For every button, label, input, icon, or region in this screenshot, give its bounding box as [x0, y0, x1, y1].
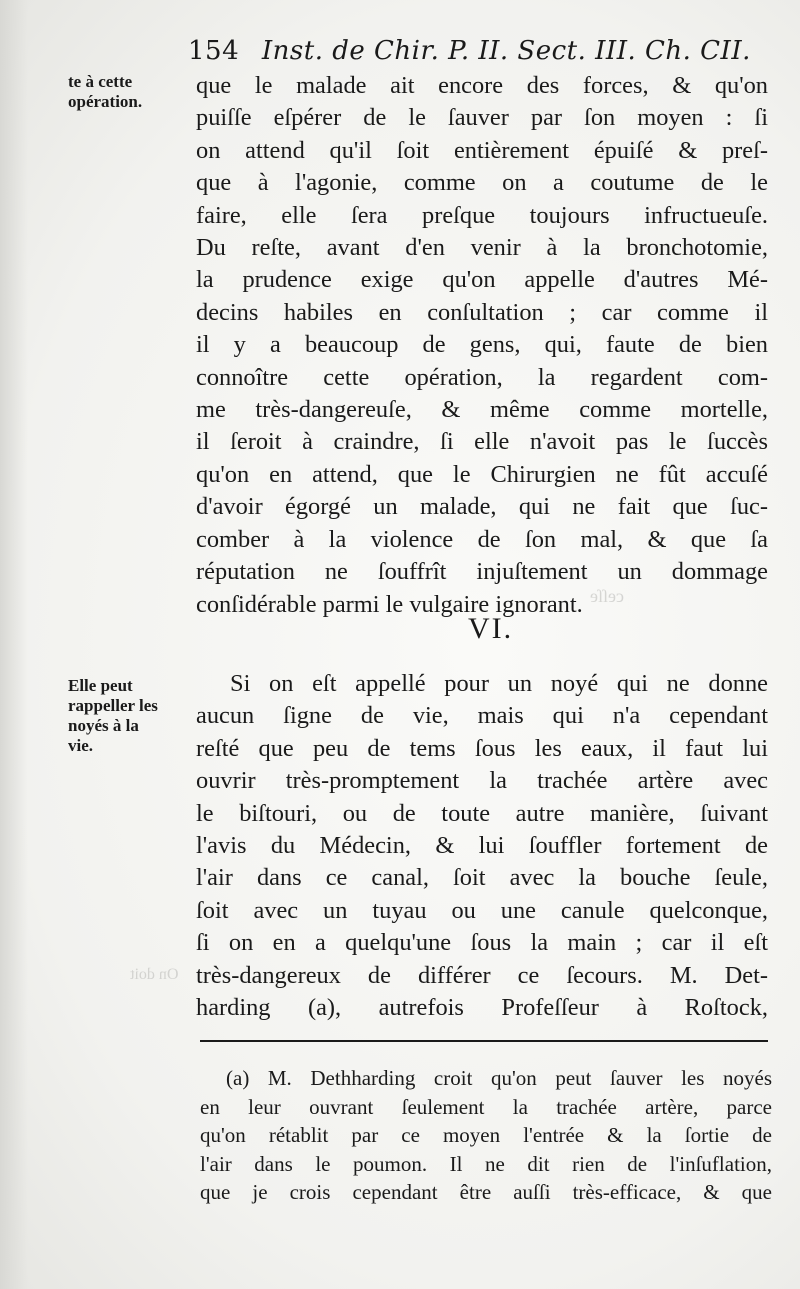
text-line: faire, elle ſera preſque toujours infructueuſe.	[196, 201, 768, 229]
text-line: d'avoir égorgé un malade, qui ne fait que ſuc-	[196, 493, 768, 521]
text-line: qu'on en attend, que le Chirurgien ne fût accuſé	[196, 460, 768, 488]
margin-note-operation	[68, 72, 196, 112]
gutter-shadow	[0, 0, 28, 1289]
show-through-text: ceſſe	[590, 586, 624, 606]
text-line: ouvrir très-promptement la trachée artère avec	[196, 767, 768, 795]
margin-note-line: Elle peut	[68, 676, 133, 695]
text-line: l'avis du Médecin, & lui ſouffler fortement de	[196, 832, 768, 860]
text-line: le biſtouri, ou de toute autre manière, ſuivant	[196, 799, 768, 827]
paragraph-drowned	[196, 668, 768, 1024]
margin-note-drowned	[68, 676, 196, 756]
footnote	[200, 1064, 772, 1207]
text-line: très-dangereux de différer ce ſecours. M. Det-	[196, 961, 768, 989]
text-line: reſté que peu de tems ſous les eaux, il faut lui	[196, 734, 768, 762]
text-line: la prudence exige qu'on appelle d'autres Mé-	[196, 266, 768, 294]
footnote-line: l'air dans le poumon. Il ne dit rien de l'inſuflation,	[200, 1151, 772, 1176]
text-line: comber à la violence de ſon mal, & que ſa	[196, 525, 768, 553]
text-line: ſi on en a quelqu'une ſous la main ; car il eſt	[196, 929, 768, 957]
text-line: il y a beaucoup de gens, qui, faute de bien	[196, 331, 768, 359]
text-line: que à l'agonie, comme on a coutume de le	[196, 169, 768, 197]
text-line: Si on eſt appellé pour un noyé qui ne donne	[230, 670, 768, 697]
footnote-line: en leur ouvrant ſeulement la trachée artère, parce	[200, 1094, 772, 1119]
text-line: puiſſe eſpérer de le ſauver par ſon moyen : ſi	[196, 104, 768, 132]
text-line: réputation ne ſouffrît injuſtement un dommage	[196, 558, 768, 586]
footnote-line: que je crois cependant être auſſi très-efficace, & que	[200, 1180, 772, 1204]
text-line: me très-dangereuſe, & même comme mortelle,	[196, 396, 768, 424]
footnote-line: qu'on rétablit par ce moyen l'entrée & la ſortie de	[200, 1123, 772, 1147]
running-title: Inst. de Chir. P. II. Sect. III. Ch. CII.	[261, 36, 751, 66]
text-line: il ſeroit à craindre, ſi elle n'avoit pas le ſuccès	[196, 428, 768, 456]
section-numeral: VI.	[468, 612, 514, 645]
text-line: harding (a), autrefois Profeſſeur à Roſtock,	[196, 994, 768, 1022]
text-line: ſoit avec un tuyau ou une canule quelconque,	[196, 896, 768, 924]
text-line: conſidérable parmi le vulgaire ignorant.	[196, 590, 583, 618]
text-line: que le malade ait encore des forces, & qu'on	[196, 72, 768, 99]
margin-note-line: noyés à la	[68, 716, 139, 735]
margin-note-line: rappeller les	[68, 696, 158, 715]
footnote-rule	[200, 1040, 768, 1042]
text-line: aucun ſigne de vie, mais qui n'a cependant	[196, 702, 768, 730]
footnote-line: (a) M. Dethharding croit qu'on peut ſauver les noyés	[226, 1066, 772, 1090]
margin-note-line: opération.	[68, 92, 143, 111]
text-line: l'air dans ce canal, ſoit avec la bouche ſeule,	[196, 864, 768, 892]
text-line: on attend qu'il ſoit entièrement épuiſé & preſ-	[196, 136, 768, 164]
paragraph-continuation	[196, 70, 768, 621]
page-number: 154	[188, 36, 240, 66]
show-through-margin: On doit	[130, 966, 179, 983]
margin-note-line: vie.	[68, 736, 94, 755]
running-head	[188, 36, 768, 66]
text-line: Du reſte, avant d'en venir à la bronchotomie,	[196, 234, 768, 262]
text-line: decins habiles en conſultation ; car comme il	[196, 298, 768, 326]
text-line: connoître cette opération, la regardent com-	[196, 363, 768, 391]
margin-note-line: te à cette	[68, 72, 133, 91]
